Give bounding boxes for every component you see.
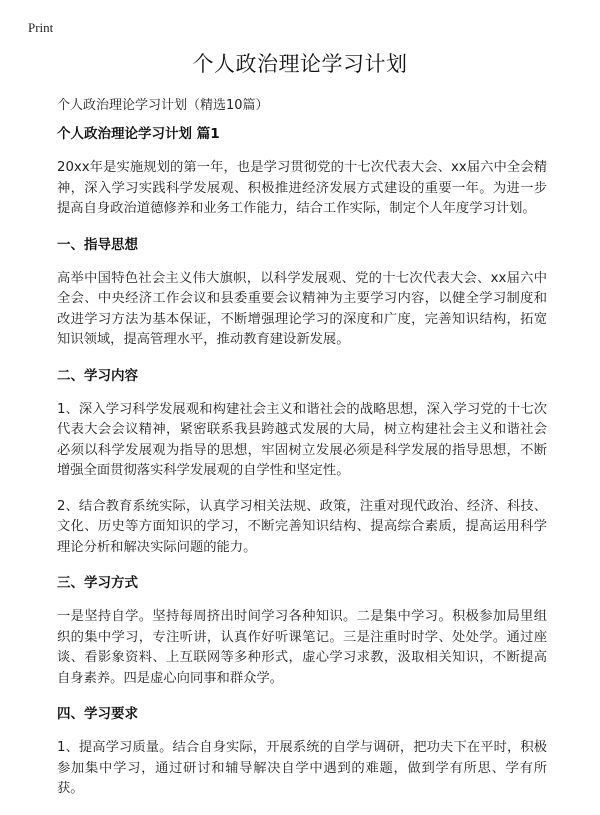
page-title: 个人政治理论学习计划	[192, 52, 408, 76]
subtitle: 个人政治理论学习计划（精选10篇）	[57, 98, 269, 113]
print-link[interactable]: Print	[28, 20, 54, 35]
section-heading-study-methods: 三、学习方式	[57, 575, 138, 591]
section-paragraph: 一是坚持自学。坚持每周挤出时间学习各种知识。二是集中学习。积极参加局里组织的集中学习，专注听讲，认真作好听课笔记。三是注重时时学、处处学。通过座谈、看影象资料、上互联网等多种形式，虚心学习求教，汲取相关知识，不断提高自身素养。四是虚心向同事和群众学。	[57, 609, 547, 686]
section-paragraph: 1、提高学习质量。结合自身实际，开展系统的自学与调研，把功夫下在平时，积极参加集中学习，通过研讨和辅导解决自学中遇到的难题，做到学有所思、学有所获。	[57, 740, 547, 796]
section-paragraph: 2、结合教育系统实际，认真学习相关法规、政策，注重对现代政治、经济、科技、文化、历史等方面知识的学习，不断完善知识结构、提高综合素质，提高运用科学理论分析和解决实际问题的能力。	[57, 498, 547, 555]
article-heading: 个人政治理论学习计划 篇1	[57, 126, 220, 142]
intro-paragraph: 20xx年是实施规划的第一年，也是学习贯彻党的十七次代表大会、xx届六中全会精神，深入学习实践科学发展观、积极推进经济发展方式建设的重要一年。为进一步提高自身政治道德修养和业务工作能力，结合工作实际，制定个人年度学习计划。	[57, 160, 547, 216]
article-body	[57, 124, 547, 815]
section-paragraph: 高举中国特色社会主义伟大旗帜，以科学发展观、党的十七次代表大会、xx届六中全会、中央经济工作会议和县委重要会议精神为主要学习内容，以健全学习制度和改进学习方法为基本保证，不断增强理论学习的深度和广度，完善知识结构，拓宽知识领域，提高管理水平，推动教育建设新发展。	[57, 270, 547, 347]
section-paragraph: 1、深入学习科学发展观和构建社会主义和谐社会的战略思想，深入学习党的十七次代表大会会议精神，紧密联系我县跨越式发展的大局，树立构建社会主义和谐社会必须以科学发展观为指导的思想，牢固树立发展必须是科学发展的指导思想，不断增强全面贯彻落实科学发展观的自学性和坚定性。	[57, 401, 547, 478]
section-heading-study-content: 二、学习内容	[57, 367, 138, 384]
section-heading-study-requirements: 四、学习要求	[57, 706, 138, 722]
section-heading-guiding-ideology: 一、指导思想	[57, 236, 138, 253]
